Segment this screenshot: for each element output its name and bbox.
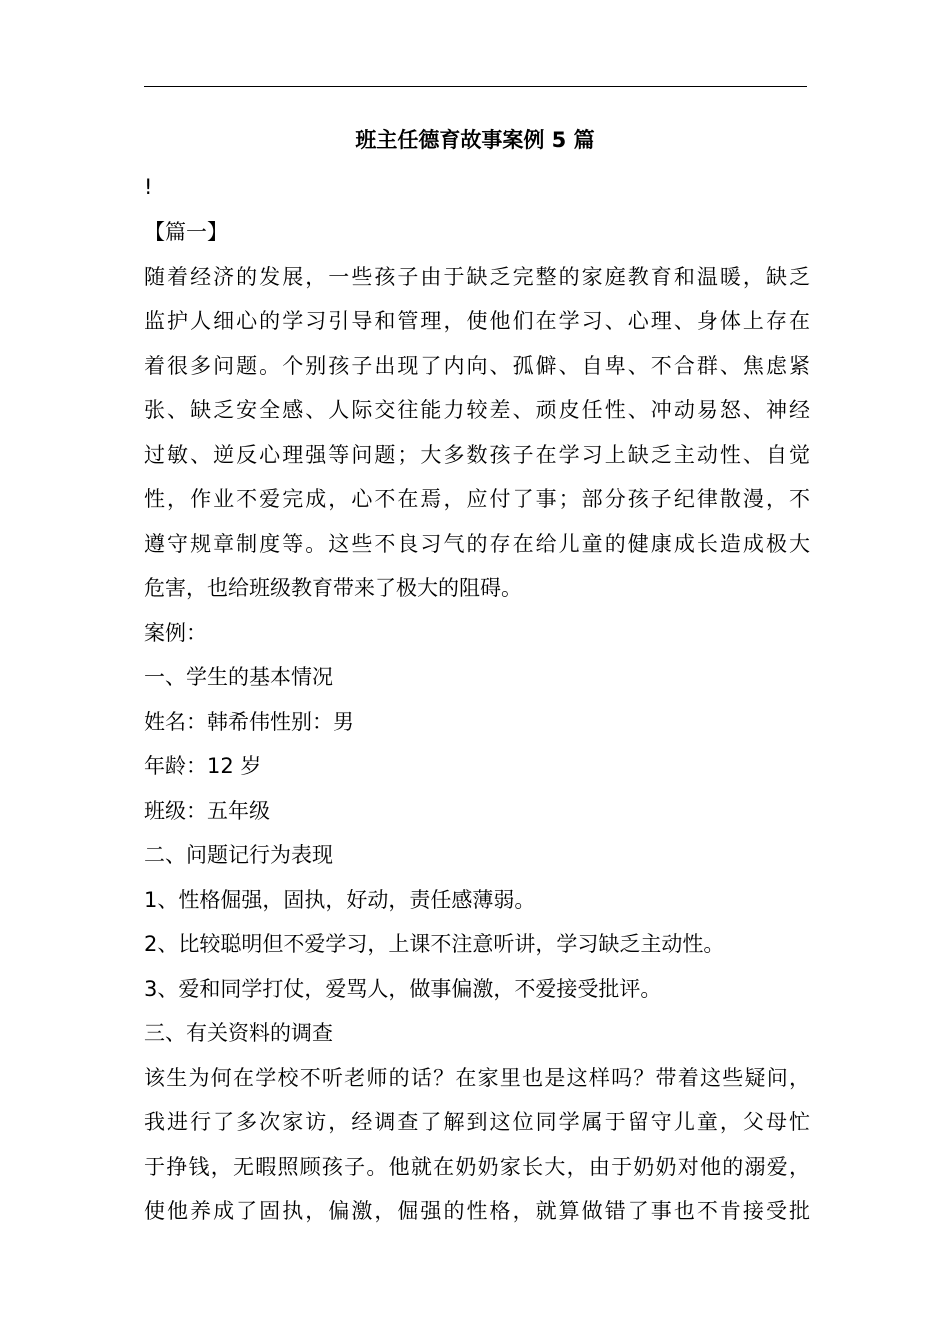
document-title: 班主任德育故事案例 5 篇	[355, 128, 595, 152]
section-heading: 三、有关资料的调查	[144, 1021, 333, 1045]
text-line: 过敏、逆反心理强等问题；大多数孩子在学习上缺乏主动性、自觉	[144, 442, 810, 467]
text-line: 随着经济的发展，一些孩子由于缺乏完整的家庭教育和温暖，缺乏	[144, 264, 810, 289]
text-line: 着很多问题。个别孩子出现了内向、孤僻、自卑、不合群、焦虑紧	[144, 353, 810, 378]
text-line: 监护人细心的学习引导和管理，使他们在学习、心理、身体上存在	[144, 309, 810, 333]
text-line: 案例：	[144, 620, 207, 645]
header-rule	[144, 86, 807, 87]
text-line: 性，作业不爱完成，心不在焉，应付了事；部分孩子纪律散漫，不	[144, 487, 810, 511]
text-line: 年龄：12 岁	[144, 754, 262, 778]
text-line: 于挣钱，无暇照顾孩子。他就在奶奶家长大，由于奶奶对他的溺爱，	[144, 1154, 810, 1179]
text-line: 该生为何在学校不听老师的话？在家里也是这样吗？带着这些疑问，	[144, 1065, 810, 1090]
text-line: !	[144, 175, 153, 199]
text-line: 危害，也给班级教育带来了极大的阻碍。	[144, 576, 522, 600]
text-line: 我进行了多次家访，经调查了解到这位同学属于留守儿童，父母忙	[144, 1110, 810, 1134]
section-heading-part-one: 【篇一】	[144, 220, 228, 244]
text-line: 班级：五年级	[144, 798, 270, 823]
text-line: 姓名：韩希伟性别：男	[144, 709, 354, 734]
text-line: 张、缺乏安全感、人际交往能力较差、顽皮任性、冲动易怒、神经	[144, 398, 810, 422]
list-item: 2、比较聪明但不爱学习，上课不注意听讲，学习缺乏主动性。	[144, 932, 725, 956]
text-line: 遵守规章制度等。这些不良习气的存在给儿童的健康成长造成极大	[144, 531, 810, 556]
list-item: 1、性格倔强，固执，好动，责任感薄弱。	[144, 887, 536, 912]
section-heading: 二、问题记行为表现	[144, 843, 333, 867]
list-item: 3、爱和同学打仗，爱骂人，做事偏激，不爱接受批评。	[144, 976, 662, 1001]
section-heading: 一、学生的基本情况	[144, 665, 333, 689]
text-line: 使他养成了固执，偏激，倔强的性格，就算做错了事也不肯接受批	[144, 1199, 810, 1223]
document-body	[144, 164, 810, 1234]
